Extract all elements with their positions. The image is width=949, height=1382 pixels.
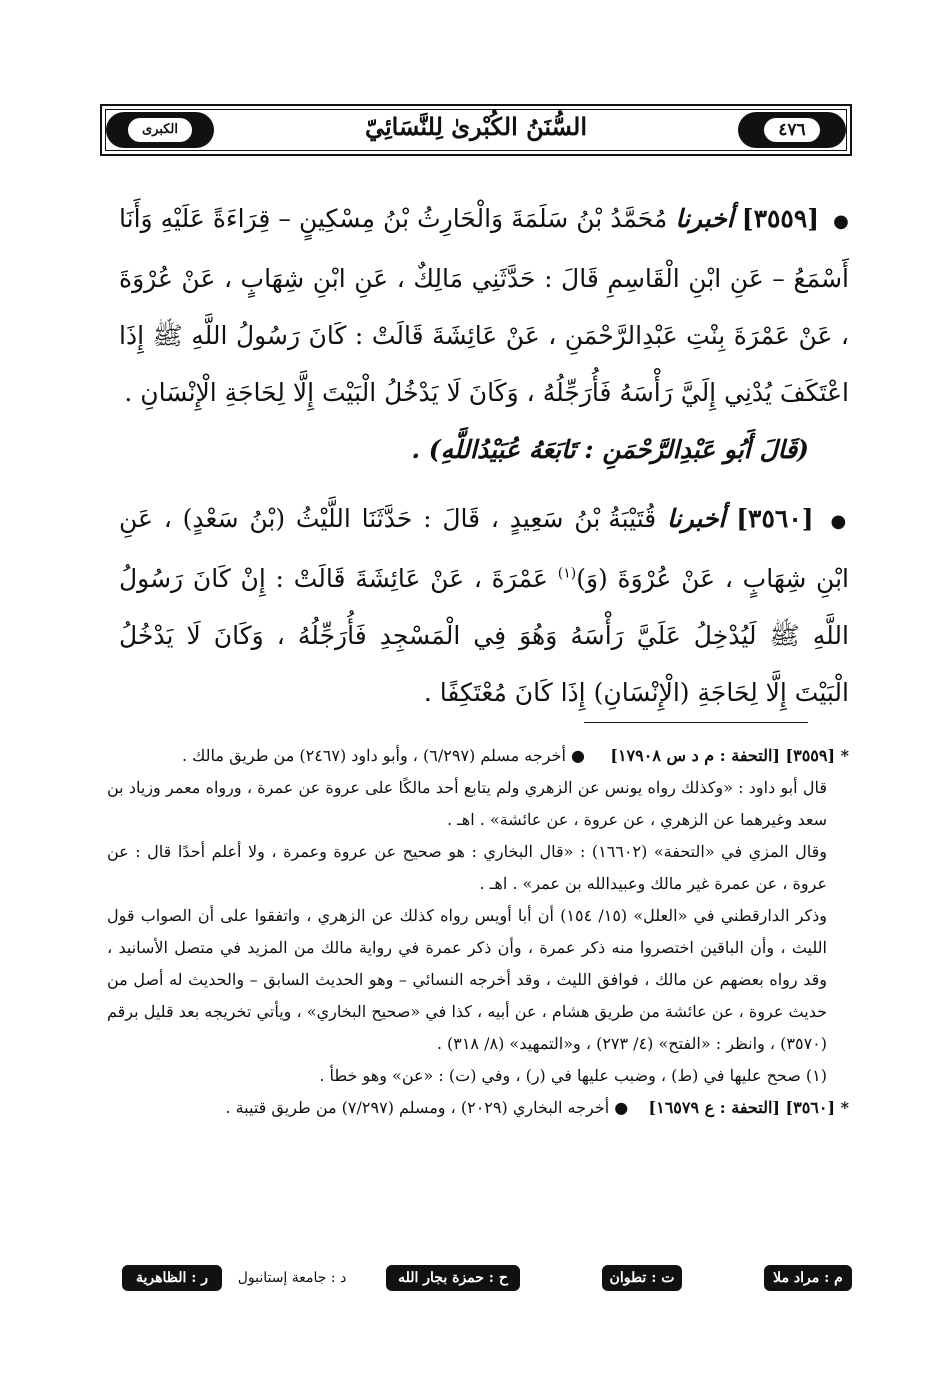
book-title: السُّنَنُ الكُبْرىٰ لِلنَّسَائِيّ [364,112,588,141]
tag-d: د : جامعة إستانبول [237,1270,347,1286]
page-number: ٤٧٦ [764,118,819,142]
footnote-1: (١) صحح عليها في (ط) ، وضبب عليها في (ر) ، وفي (ت) : «عن» وهو خطأ . [319,1066,827,1085]
hadith-3560 [119,490,849,721]
hadith-text-a: قُتَيْبَةُ بْنُ سَعِيدٍ ، قَالَ : حَدَّثَنَا اللَّيْثُ (بْنُ سَعْدٍ) ، عَنِ ابْنِ شِهَابٍ ، عَنْ عُرْوَةَ (وَ) [119,504,849,593]
note-3559-head-line [107,740,849,772]
akhbarana-word: أخبرنا [675,204,734,233]
hadith-text: مُحَمَّدُ بْنُ سَلَمَةَ وَالْحَارِثُ بْنُ مِسْكِينٍ – قِرَاءَةً عَلَيْهِ وَأَنَا أَسْمَعُ – عَنِ ابْنِ الْقَاسِمِ قَالَ : حَدَّثَنِي مَالِكٌ ، عَنِ ابْنِ شِهَابٍ ، عَنْ عُرْوَةَ ، عَنْ عَمْرَةَ بِنْتِ عَبْدِالرَّحْمَنِ ، عَنْ عَائِشَةَ قَالَتْ : كَانَ رَسُولُ اللَّهِ ﷺ إِذَا اعْتَكَفَ يُدْنِي إِلَيَّ رَأْسَهُ فَأُرَجِّلُهُ ، وَكَانَ لَا يَدْخُلُ الْبَيْتَ إِلَّا لِحَاجَةِ الْإِنْسَانِ . [119,204,849,407]
hadith-number: [٣٥٥٩] [741,204,820,233]
footnotes [107,740,849,1124]
note-3560-head: * [٣٥٦٠] [التحفة : ع ١٦٥٧٩] [648,1098,849,1117]
page-header [100,104,852,156]
note-3560-body: ● أخرجه البخاري (٢٠٢٩) ، ومسلم (٧/٢٩٧) من طريق قتيبة . [225,1098,629,1117]
emblem-text: الكبرى [128,118,192,142]
bullet-icon: ● [830,511,850,532]
note-3559-body: ● أخرجه مسلم (٦/٢٩٧) ، وأبو داود (٢٤٦٧) من طريق مالك . [182,746,585,765]
hadith-number: [٣٥٦٠] [736,504,814,533]
qal-abu-abdurrahman: (قَالَ أَبُو عَبْدِالرَّحْمَنِ : تَابَعَهُ عُبَيْدُاللَّهِ) . [411,435,809,464]
tag-m: م : مراد ملا [764,1265,852,1291]
akhbarana-word: أخبرنا [667,504,726,533]
footnote-ref[interactable]: (١) [557,565,577,582]
manuscript-tags [100,1265,852,1295]
tag-r: ر : الظاهرية [122,1265,222,1291]
bullet-icon: ● [833,211,849,232]
note-3560-line [107,1092,849,1124]
hadith-text-b: عَمْرَةَ ، عَنْ عَائِشَةَ قَالَتْ : إِنْ كَانَ رَسُولُ اللَّهِ ﷺ لَيُدْخِلُ عَلَيَّ رَأْسَهُ وَهُوَ فِي الْمَسْجِدِ فَأُرَجِّلُهُ ، وَكَانَ لَا يَدْخُلُ الْبَيْتَ إِلَّا لِحَاجَةِ (الْإِنْسَانِ) إِذَا كَانَ مُعْتَكِفًا . [119,564,849,707]
note-paragraph-1: قال أبو داود : «وكذلك رواه يونس عن الزهري ولم يتابع أحد مالكًا على عروة عن عمرة ، ورواه معمر وزياد بن سعد وغيرهما عن الزهري ، عن عروة ، عن عائشة» . اهـ . [107,778,827,829]
note-paragraph-3: وذكر الدارقطني في «العلل» (١٥/ ١٥٤) أن أبا أويس رواه كذلك عن الزهري ، واتفقوا على أن الصواب قول الليث ، وأن الباقين اختصروا منه ذكر عمرة ، وأن ذكر عمرة في رواية مالك من المزيد في متصل الأسانيد ، وقد رواه بعضهم عن مالك ، فوافق الليث ، وقد أخرجه النسائي – وهو الحديث السابق – والحديث له أصل من حديث عروة ، عن عائشة من طريق هشام ، عن أبيه ، كذا في «صحيح البخاري» ، ويأتي تخريجه بعد قليل برقم (٣٥٧٠) ، وانظر : «الفتح» (٤/ ٢٧٣) ، و«التمهيد» (٨/ ٣١٨) . [107,906,828,1053]
tag-h: ح : حمزة بجار الله [386,1265,520,1291]
note-paragraph-2: وقال المزي في «التحفة» (١٦٦٠٢) : «قال البخاري : هو صحيح عن عروة وعمرة ، ولا أعلم أحدًا قال : عن عروة ، عن عمرة غير مالك وعبيدالله بن عمر» . اهـ . [107,842,827,893]
footnote-divider [584,722,808,723]
note-3559-head: * [٣٥٥٩] [التحفة : م د س ١٧٩٠٨] [610,746,849,765]
tag-t: ت : تطوان [602,1265,682,1291]
hadith-3559 [119,190,849,478]
page-number-badge [738,112,846,148]
